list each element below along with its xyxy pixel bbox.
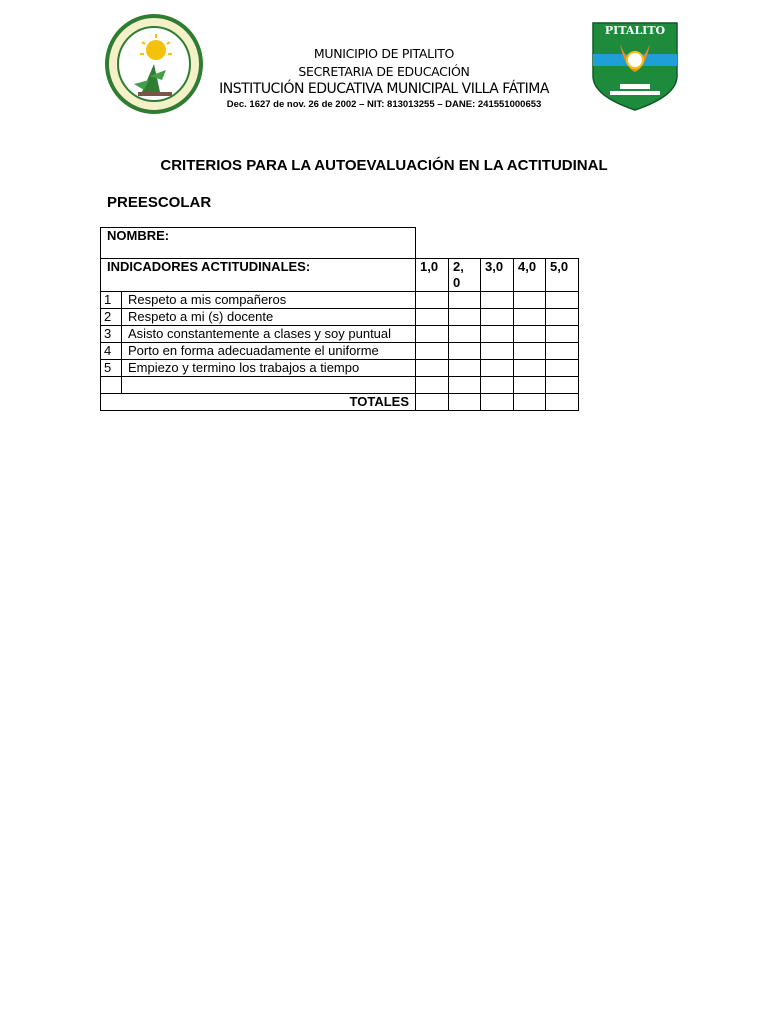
score-header-3: 3,0 — [481, 259, 514, 292]
institution-name: INSTITUCIÓN EDUCATIVA MUNICIPAL VILLA FÁTIMA — [219, 81, 549, 97]
score-cell[interactable] — [481, 343, 514, 360]
indicator-text: Respeto a mi (s) docente — [122, 309, 416, 326]
score-cell[interactable] — [546, 326, 579, 343]
total-cell[interactable] — [481, 394, 514, 411]
row-number: 3 — [101, 326, 122, 343]
score-cell[interactable] — [546, 377, 579, 394]
indicator-text: Porto en forma adecuadamente el uniforme — [122, 343, 416, 360]
table-row — [101, 377, 579, 394]
document-title: CRITERIOS PARA LA AUTOEVALUACIÓN EN LA ACTITUDINAL — [160, 157, 608, 174]
table-row — [101, 292, 579, 309]
secretariat-name: SECRETARIA DE EDUCACIÓN — [298, 64, 470, 79]
row-number: 5 — [101, 360, 122, 377]
score-cell[interactable] — [514, 377, 546, 394]
grade-level: PREESCOLAR — [107, 194, 212, 211]
score-cell[interactable] — [416, 343, 449, 360]
score-header-4: 4,0 — [514, 259, 546, 292]
score-cell[interactable] — [514, 343, 546, 360]
table-row — [101, 360, 579, 377]
score-cell[interactable] — [416, 309, 449, 326]
score-cell[interactable] — [481, 309, 514, 326]
score-cell[interactable] — [546, 343, 579, 360]
totals-row — [101, 394, 579, 411]
score-cell[interactable] — [416, 292, 449, 309]
score-cell[interactable] — [514, 309, 546, 326]
indicator-text: Empiezo y termino los trabajos a tiempo — [122, 360, 416, 377]
table-row — [101, 326, 579, 343]
score-cell[interactable] — [546, 309, 579, 326]
score-header-5: 5,0 — [546, 259, 579, 292]
row-number: 1 — [101, 292, 122, 309]
indicator-text: Respeto a mis compañeros — [122, 292, 416, 309]
municipality-name: MUNICIPIO DE PITALITO — [313, 46, 455, 61]
indicator-text: Asisto constantemente a clases y soy puntual — [122, 326, 416, 343]
score-cell[interactable] — [449, 292, 481, 309]
nombre-row — [101, 228, 579, 259]
score-cell[interactable] — [416, 360, 449, 377]
svg-text:PITALITO: PITALITO — [604, 24, 666, 37]
table-row — [101, 343, 579, 360]
score-cell[interactable] — [546, 360, 579, 377]
total-cell[interactable] — [449, 394, 481, 411]
score-header-2: 2, 0 — [449, 259, 481, 292]
score-cell[interactable] — [514, 326, 546, 343]
score-cell[interactable] — [514, 292, 546, 309]
score-cell[interactable] — [449, 377, 481, 394]
score-cell[interactable] — [449, 326, 481, 343]
score-cell[interactable] — [514, 360, 546, 377]
total-cell[interactable] — [514, 394, 546, 411]
indicator-text — [122, 377, 416, 394]
score-cell[interactable] — [416, 377, 449, 394]
score-cell[interactable] — [449, 343, 481, 360]
nombre-label[interactable]: NOMBRE: — [101, 228, 416, 259]
indicators-header: INDICADORES ACTITUDINALES: — [101, 259, 416, 292]
score-cell[interactable] — [546, 292, 579, 309]
pitalito-shield — [590, 20, 680, 112]
row-number: 4 — [101, 343, 122, 360]
institution-decree-line: Dec. 1627 de nov. 26 de 2002 – NIT: 813013255 – DANE: 241551000653 — [226, 99, 542, 110]
row-number — [101, 377, 122, 394]
evaluation-table — [100, 227, 579, 411]
score-cell[interactable] — [449, 360, 481, 377]
table-row — [101, 309, 579, 326]
score-cell[interactable] — [449, 309, 481, 326]
totals-label: TOTALES — [101, 394, 416, 411]
score-cell[interactable] — [481, 377, 514, 394]
header-row — [101, 259, 579, 292]
total-cell[interactable] — [546, 394, 579, 411]
row-number: 2 — [101, 309, 122, 326]
score-header-1: 1,0 — [416, 259, 449, 292]
score-cell[interactable] — [481, 360, 514, 377]
institution-logo — [104, 14, 204, 114]
score-cell[interactable] — [416, 326, 449, 343]
total-cell[interactable] — [416, 394, 449, 411]
score-cell[interactable] — [481, 326, 514, 343]
score-cell[interactable] — [481, 292, 514, 309]
